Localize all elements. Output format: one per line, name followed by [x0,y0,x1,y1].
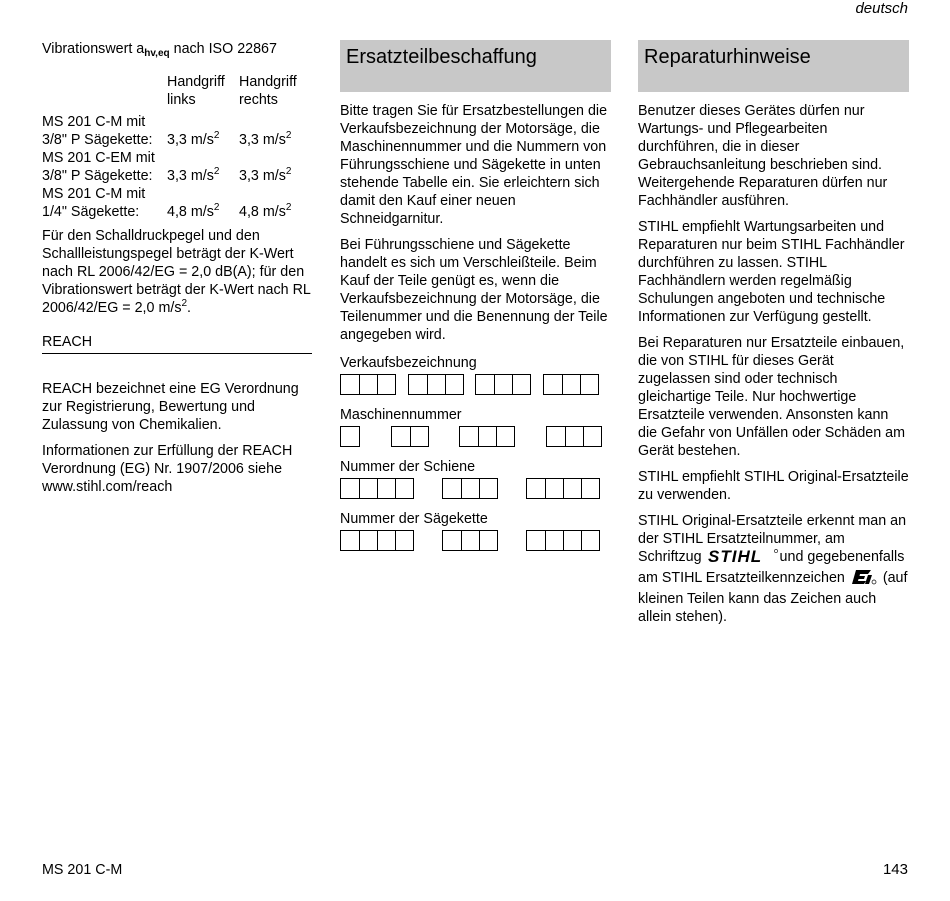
entry-box[interactable] [359,530,378,551]
row-value-left [167,203,239,221]
table-row [42,113,309,131]
field-label: Maschinennummer [340,407,462,423]
entry-box[interactable] [359,374,378,395]
box-group [340,374,395,396]
vibration-title-sub: hv,eq [144,48,170,59]
reach-paragraph-1: REACH bezeichnet eine EG Verordnung zur Registrierung, Bewertung und Zulassung von Chemikalien. [42,381,299,433]
spare-parts-paragraph-1: Bitte tragen Sie für Ersatzbestellungen die Verkaufsbezeichnung der Motorsäge, die Maschinennummer und die Nummern von Führungsschiene und Sägekette in unten stehende Tabelle ein. Sie erleichtern sich damit den Kauf einer neuen Schneidgarnitur. [340,103,608,227]
entry-box[interactable] [479,530,498,551]
row-value-right [239,167,309,185]
table-row [42,185,309,203]
entry-boxes [340,426,611,448]
entry-box[interactable] [410,426,429,447]
repair-p5-part3: (auf kleinen Teilen kann das Zeichen auch allein stehen). [638,570,908,625]
vibration-title-norm: nach ISO 22867 [169,41,277,57]
repair-paragraph-1: Benutzer dieses Gerätes dürfen nur Wartungs- und Pflegearbeiten durchführen, die in dieser Gebrauchsanleitung beschrieben sind. Weitergehende Reparaturen dürfen nur Fachhändler ausführen. [638,103,888,209]
entry-box[interactable] [581,530,600,551]
value-text: 4,8 m/s [167,204,214,220]
box-group [408,374,463,396]
table-row [42,131,309,149]
entry-box[interactable] [391,426,411,447]
entry-box[interactable] [563,530,582,551]
entry-box[interactable] [475,374,495,395]
vibration-title [42,40,312,63]
entry-box[interactable] [395,478,414,499]
box-group [391,426,428,448]
entry-box[interactable] [563,478,582,499]
entry-box[interactable] [340,478,360,499]
spare-parts-heading: Ersatzteilbeschaffung [340,40,611,92]
entry-box[interactable] [583,426,602,447]
entry-box[interactable] [545,478,564,499]
entry-box[interactable] [461,530,480,551]
page-number: 143 [882,861,908,878]
box-group [475,374,530,396]
footer-model: MS 201 C-M [42,862,123,878]
row-chain: 1/4" Sägekette: [42,204,140,220]
value-text: 3,3 m/s [167,168,214,184]
box-group [340,478,413,500]
entry-box[interactable] [459,426,479,447]
vibration-title-main: Vibrationswert a [42,41,145,57]
entry-box[interactable] [580,374,599,395]
language-label: deutsch [855,0,908,17]
value-text: 3,3 m/s [167,132,214,148]
stihl-logo-icon [707,548,779,569]
entry-box[interactable] [408,374,428,395]
k-value-exp: 2 [181,298,188,310]
box-group [543,374,598,396]
entry-box[interactable] [377,530,396,551]
repair-p5-part2: und gegebenenfalls am STIHL Ersatzteilkennzeichen [638,549,905,586]
column-spare-parts [340,40,611,552]
spare-part-mark-icon [851,569,877,590]
row-model: MS 201 C-EM mit [42,150,155,166]
field-label: Nummer der Schiene [340,459,476,475]
entry-box[interactable] [545,530,564,551]
reach-paragraph-2: Informationen zur Erfüllung der REACH Verordnung (EG) Nr. 1907/2006 siehe www.stihl.com/reach [42,443,293,495]
row-model: MS 201 C-M mit [42,186,146,202]
entry-box[interactable] [395,530,414,551]
entry-boxes [340,374,611,396]
vibration-table [42,73,309,221]
entry-box[interactable] [496,426,515,447]
column-vibration-reach [42,40,312,504]
row-value-left [167,167,239,185]
entry-box[interactable] [340,530,360,551]
box-group [340,426,359,448]
column-repair [638,40,909,634]
entry-box[interactable] [562,374,581,395]
entry-box[interactable] [445,374,464,395]
box-group [546,426,601,448]
entry-box[interactable] [340,374,360,395]
spare-parts-paragraph-2: Bei Führungsschiene und Sägekette handelt es sich um Verschleißteile. Beim Kauf der Teile genügt es, wenn die Verkaufsbezeichnung der Motorsäge, die Teilenummer und die Benennung der Teile angegeben wird. [340,237,608,343]
entry-box[interactable] [340,426,360,447]
box-group [459,426,514,448]
row-chain: 3/8" P Sägekette: [42,132,153,148]
box-group [442,478,497,500]
row-value-right [239,203,309,221]
value-exponent: 2 [285,130,292,142]
field-label: Verkaufsbezeichnung [340,355,477,371]
entry-box[interactable] [427,374,446,395]
table-row [42,167,309,185]
k-value-text: Für den Schalldruckpegel und den Schallleistungspegel beträgt der K-Wert nach RL 2006/42/EG = 2,0 dB(A); für den Vibrationswert beträgt der K-Wert nach RL 2006/42/EG = 2,0 m/s [42,228,311,316]
repair-paragraph-4: STIHL empfiehlt STIHL Original-Ersatzteile zu verwenden. [638,469,909,503]
entry-box[interactable] [526,530,546,551]
entry-box[interactable] [479,478,498,499]
repair-paragraph-3: Bei Reparaturen nur Ersatzteile einbauen, die von STIHL für dieses Gerät zugelassen sind oder technisch gleichartige Teile. Nur hochwertige Ersatzteile verwenden. Ansonsten kann die Gefahr von Unfällen oder Schäden am Gerät bestehen. [638,335,906,459]
value-text: 3,3 m/s [239,168,286,184]
field-label: Nummer der Sägekette [340,511,488,527]
repair-paragraph-5 [638,512,909,626]
value-text: 4,8 m/s [239,204,286,220]
value-text: 3,3 m/s [239,132,286,148]
header-left: Handgriff links [167,74,225,108]
table-row [42,149,309,167]
k-value-end: . [187,300,192,316]
value-exponent: 2 [213,166,220,178]
entry-boxes [340,530,611,552]
entry-box[interactable] [565,426,584,447]
entry-box[interactable] [377,478,396,499]
box-group [526,478,599,500]
order-fields [340,354,611,552]
entry-box[interactable] [581,478,600,499]
header-right: Handgriff rechts [239,74,297,108]
entry-box[interactable] [546,426,566,447]
box-group [526,530,599,552]
stihl-logo-text: STIHL [707,548,762,564]
row-value-left [167,131,239,149]
box-group [442,530,497,552]
k-value-paragraph [42,227,312,317]
entry-box[interactable] [461,478,480,499]
table-header-row [42,73,309,113]
value-exponent: 2 [213,202,220,214]
entry-box[interactable] [442,478,462,499]
entry-boxes [340,478,611,500]
entry-box[interactable] [478,426,497,447]
reach-heading: REACH [42,333,312,354]
value-exponent: 2 [285,166,292,178]
entry-box[interactable] [442,530,462,551]
box-group [340,530,413,552]
entry-box[interactable] [377,374,396,395]
repair-paragraph-2: STIHL empfiehlt Wartungsarbeiten und Reparaturen nur beim STIHL Fachhändler durchführen zu lassen. STIHL Fachhändlern werden regelmäßig Schulungen angeboten und technische Informationen zur Verfügung gestellt. [638,219,905,325]
entry-box[interactable] [512,374,531,395]
value-exponent: 2 [285,202,292,214]
repair-p5-part1: STIHL Original-Ersatzteile erkennt man an der STIHL Ersatzteilnummer, am Schriftzug [638,513,907,565]
entry-box[interactable] [526,478,546,499]
value-exponent: 2 [213,130,220,142]
entry-box[interactable] [543,374,563,395]
entry-box[interactable] [494,374,513,395]
row-model: MS 201 C-M mit [42,114,146,130]
table-row [42,203,309,221]
row-chain: 3/8" P Sägekette: [42,168,153,184]
entry-box[interactable] [359,478,378,499]
repair-heading: Reparaturhinweise [638,40,909,92]
row-value-right [239,131,309,149]
